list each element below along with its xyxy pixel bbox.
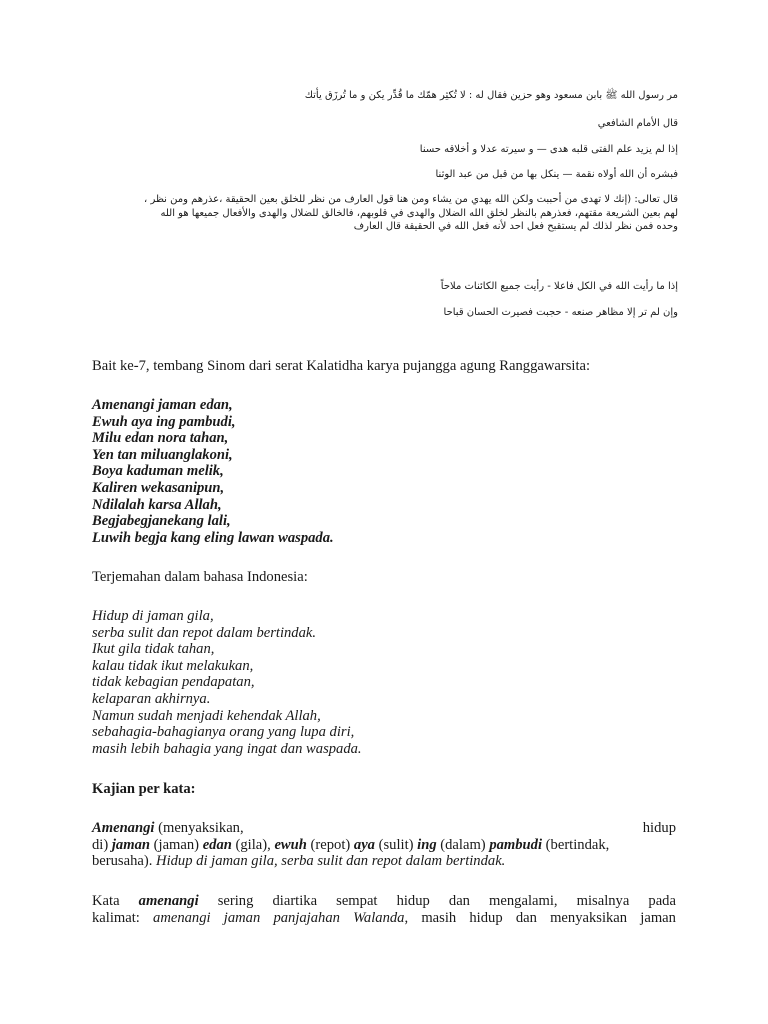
poem-line: Kaliren wekasanipun, <box>92 479 225 496</box>
poem-line: Yen tan miluanglakoni, <box>92 446 233 463</box>
explanation-line-2 <box>92 910 676 927</box>
poem-line: Begjabegjanekang lali, <box>92 513 231 530</box>
poem-line: Hidup di jaman gila, <box>92 608 214 624</box>
arabic-hadith-line: مر رسول الله ﷺ بابن مسعود وهو حزين فقال له : لا تُكثِر همّك ما قُدِّر يكن و ما تُرزَق يأتك <box>304 90 678 101</box>
arabic-paragraph-line: وحده فمن نظر لذلك لم يستقبح فعل احد لأنه فعل الله في الحقيقة قال العارف <box>353 221 678 232</box>
poem-line: Boya kaduman melik, <box>92 463 224 480</box>
word: diartika <box>272 893 318 909</box>
word: menyaksikan <box>550 909 628 926</box>
word: dan <box>515 909 537 926</box>
word: pada <box>648 893 676 909</box>
term-ewuh: ewuh <box>274 836 307 853</box>
poem-line: sebahagia-bahagianya orang yang lupa diri, <box>92 724 355 741</box>
poem-line: masih lebih bahagia yang ingat dan waspada. <box>92 740 362 757</box>
term-ing: ing <box>417 836 437 853</box>
poem-line: kalau tidak ikut melakukan, <box>92 657 254 674</box>
arabic-verse-line-2: فبشره أن الله أولاه نقمة — ينكل بها من قبل من عبد الوثنا <box>435 169 678 180</box>
arabic-verse-line-1: إذا لم يزيد علم الفتى قلبه هدى — و سيرته عدلا و أخلاقه حسنا <box>419 144 678 155</box>
word: mengalami, <box>489 893 558 909</box>
gloss-text: (bertindak, <box>542 836 610 853</box>
word: jaman <box>640 909 676 926</box>
word: kalimat: <box>92 909 140 926</box>
term-jaman: jaman <box>111 836 150 853</box>
study-line-3 <box>92 853 676 870</box>
gloss-text: di) <box>92 836 112 853</box>
term-amenangi: Amenangi <box>92 820 155 836</box>
word: sempat <box>336 893 378 909</box>
poem-line: Ndilalah karsa Allah, <box>92 496 222 513</box>
poem-line: serba sulit dan repot dalam bertindak. <box>92 624 317 641</box>
arabic-paragraph-line: قال تعالى: (إنك لا تهدى من أحببت ولكن الله يهدي من يشاء ومن هنا قول العارف من نظر للخلق بعين الحقيقة ،عذرهم ومن نظر ، <box>144 194 678 205</box>
poem-line: tidak kebagian pendapatan, <box>92 674 255 691</box>
study-heading: Kajian per kata: <box>92 781 196 797</box>
example-word: amenangi <box>153 909 211 926</box>
term-edan: edan <box>202 836 232 853</box>
arabic-paragraph-line: لهم بعين الشريعة مقتهم، فعذرهم بالنظر لخلق الله الضلال والهدى في قلوبهم، فالخالق للضلال والهدى والأفعال جميعها هو الله <box>160 207 678 219</box>
word: , <box>404 909 409 926</box>
poem-line: kelaparan akhirnya. <box>92 690 211 707</box>
term-aya: aya <box>353 836 375 853</box>
summary-text: Hidup di jaman gila, serba sulit dan repot dalam bertindak. <box>156 853 506 870</box>
poem-line: Ewuh aya ing pambudi, <box>92 413 236 430</box>
translation-heading: Terjemahan dalam bahasa Indonesia: <box>92 569 308 585</box>
study-line-2 <box>92 837 676 854</box>
gloss-text: (menyaksikan, <box>154 820 244 836</box>
word: Kata <box>92 893 120 909</box>
gloss-text: (repot) <box>306 836 354 853</box>
intro-text: Bait ke-7, tembang Sinom dari serat Kalatidha karya pujangga agung Ranggawarsita: <box>92 358 591 374</box>
explanation-paragraph <box>92 893 676 926</box>
arabic-closing-verse-1: إذا ما رأيت الله في الكل فاعلا - رأيت جميع الكائنات ملاحاً <box>440 281 678 292</box>
gloss-text: (dalam) <box>436 836 490 853</box>
javanese-poem <box>92 397 676 546</box>
gloss-text: (sulit) <box>374 836 418 853</box>
gloss-text: (gila), <box>231 836 275 853</box>
arabic-closing-verse-2: وإن لم تر إلا مظاهر صنعه - حجبت فصيرت الحسان قباحا <box>443 307 678 318</box>
word: hidup <box>396 893 430 909</box>
word: misalnya <box>576 893 630 909</box>
poem-line: Namun sudah menjadi kehendak Allah, <box>92 707 321 724</box>
word: masih <box>421 909 457 926</box>
word: dan <box>448 893 470 909</box>
study-line-1 <box>92 820 676 837</box>
term-pambudi: pambudi <box>489 836 543 853</box>
study-paragraph <box>92 820 676 870</box>
gloss-text: hidup <box>642 820 676 836</box>
term-amenangi: amenangi <box>138 893 199 909</box>
explanation-line-1 <box>92 893 676 910</box>
word: hidup <box>469 909 503 926</box>
word: sering <box>217 893 254 909</box>
poem-line: Amenangi jaman edan, <box>92 397 233 413</box>
arabic-attribution-line: قال الأمام الشافعي <box>597 118 678 129</box>
example-word: Walanda <box>353 909 405 926</box>
example-word: panjajahan <box>273 909 340 926</box>
poem-line: Luwih begja kang eling lawan waspada. <box>92 529 334 546</box>
poem-line: Milu edan nora tahan, <box>92 430 229 447</box>
poem-line: Ikut gila tidak tahan, <box>92 641 215 658</box>
gloss-text: berusaha). <box>92 853 157 870</box>
example-word: jaman <box>223 909 261 926</box>
gloss-text: (jaman) <box>150 836 203 853</box>
arabic-paragraph <box>88 193 678 234</box>
indonesian-poem <box>92 608 676 757</box>
